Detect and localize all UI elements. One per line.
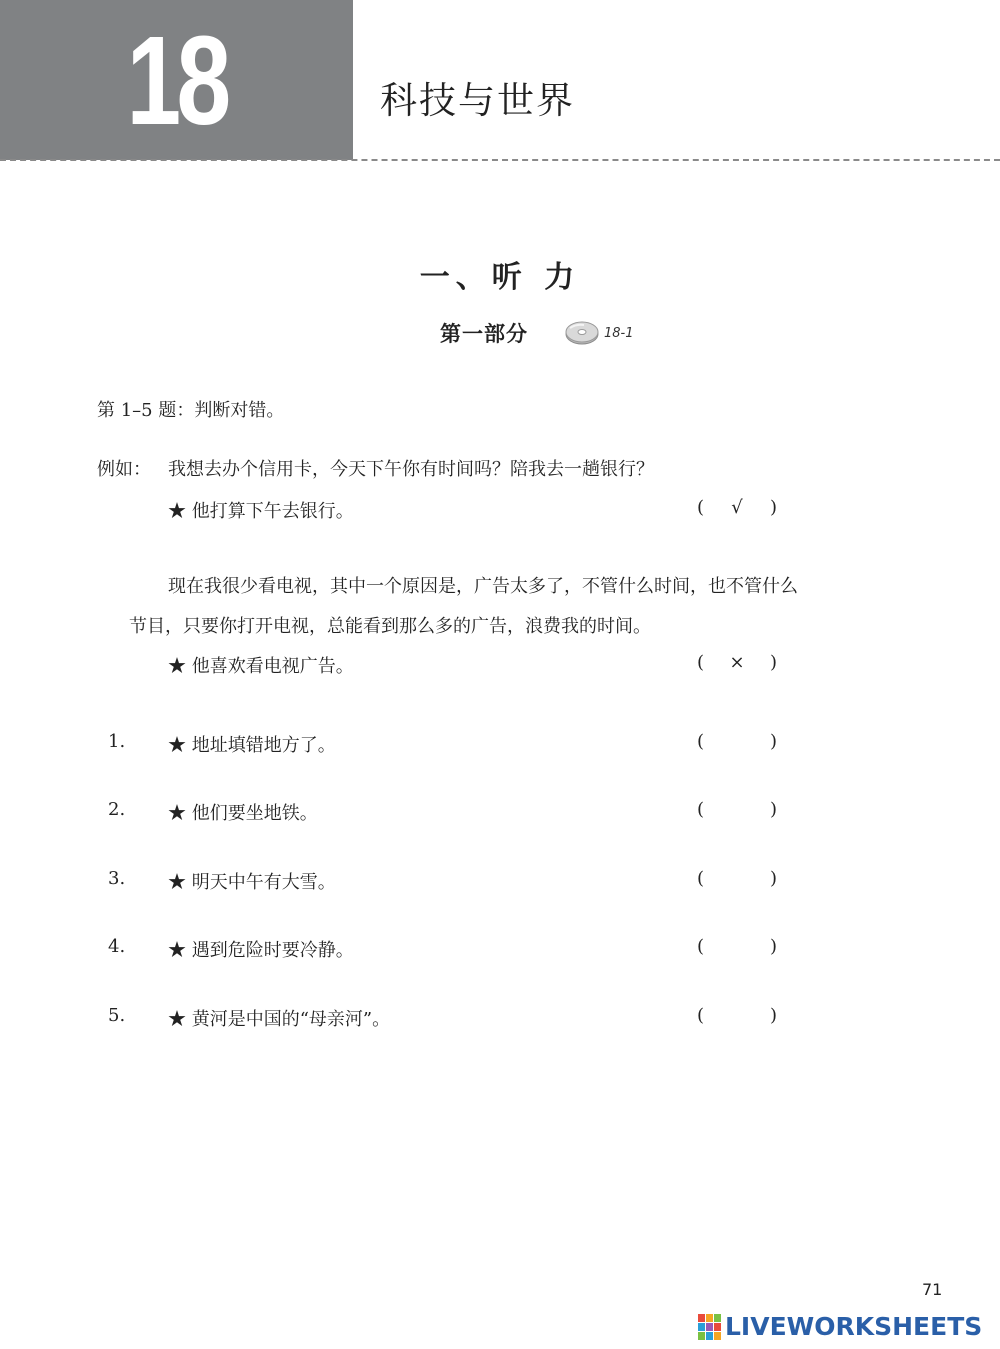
track-label: 18-1 xyxy=(604,325,634,341)
question-3-number: 3. xyxy=(108,868,126,889)
question-4-answer[interactable] xyxy=(704,936,770,957)
question-3-answer[interactable] xyxy=(704,868,770,889)
question-5-answer-box[interactable]: ( ) xyxy=(697,1005,777,1026)
page-number: 71 xyxy=(922,1280,943,1299)
example-statement: ★ 他打算下午去银行。 xyxy=(168,501,354,522)
liveworksheets-icon xyxy=(698,1314,722,1340)
example2-statement: ★ 他喜欢看电视广告。 xyxy=(168,656,354,677)
example2-answer: × xyxy=(729,652,745,673)
question-4-number: 4. xyxy=(108,936,126,957)
question-5-number: 5. xyxy=(108,1005,126,1026)
example2-line2: 节目，只要你打开电视，总能看到那么多的广告，浪费我的时间。 xyxy=(129,616,651,637)
part-title: 第一部分 xyxy=(440,321,528,346)
question-1-answer-box[interactable]: ( ) xyxy=(697,731,777,752)
liveworksheets-logo[interactable] xyxy=(698,1312,982,1341)
example-text: 我想去办个信用卡，今天下午你有时间吗？陪我去一趟银行？ xyxy=(168,459,654,480)
example2-line1: 现在我很少看电视，其中一个原因是，广告太多了，不管什么时间，也不管什么 xyxy=(168,576,798,597)
part-heading xyxy=(440,318,634,348)
question-4-answer-box[interactable]: ( ) xyxy=(697,936,777,957)
question-2-answer[interactable] xyxy=(704,799,770,820)
question-1-answer[interactable] xyxy=(704,731,770,752)
instructions: 第 1–5 题：判断对错。 xyxy=(97,400,285,421)
example-label: 例如： xyxy=(97,459,151,480)
example-answer: √ xyxy=(731,497,743,518)
question-1-statement: ★ 地址填错地方了。 xyxy=(168,735,336,756)
question-1-number: 1. xyxy=(108,731,126,752)
question-2-number: 2. xyxy=(108,799,126,820)
question-3-statement: ★ 明天中午有大雪。 xyxy=(168,872,336,893)
section-title: 一、听 力 xyxy=(419,260,581,295)
example-answer-box: ( √ ) xyxy=(697,497,777,518)
brand-text: LIVEWORKSHEETS xyxy=(725,1312,983,1341)
lesson-number: 18 xyxy=(126,9,227,151)
example2-answer-box: ( × ) xyxy=(697,652,777,673)
cd-icon[interactable] xyxy=(564,320,600,346)
question-3-answer-box[interactable]: ( ) xyxy=(697,868,777,889)
header-divider xyxy=(0,159,1000,161)
lesson-title: 科技与世界 xyxy=(380,79,575,122)
question-2-answer-box[interactable]: ( ) xyxy=(697,799,777,820)
question-4-statement: ★ 遇到危险时要冷静。 xyxy=(168,940,354,961)
question-2-statement: ★ 他们要坐地铁。 xyxy=(168,803,318,824)
question-5-statement: ★ 黄河是中国的“母亲河”。 xyxy=(168,1009,391,1030)
question-5-answer[interactable] xyxy=(704,1005,770,1026)
